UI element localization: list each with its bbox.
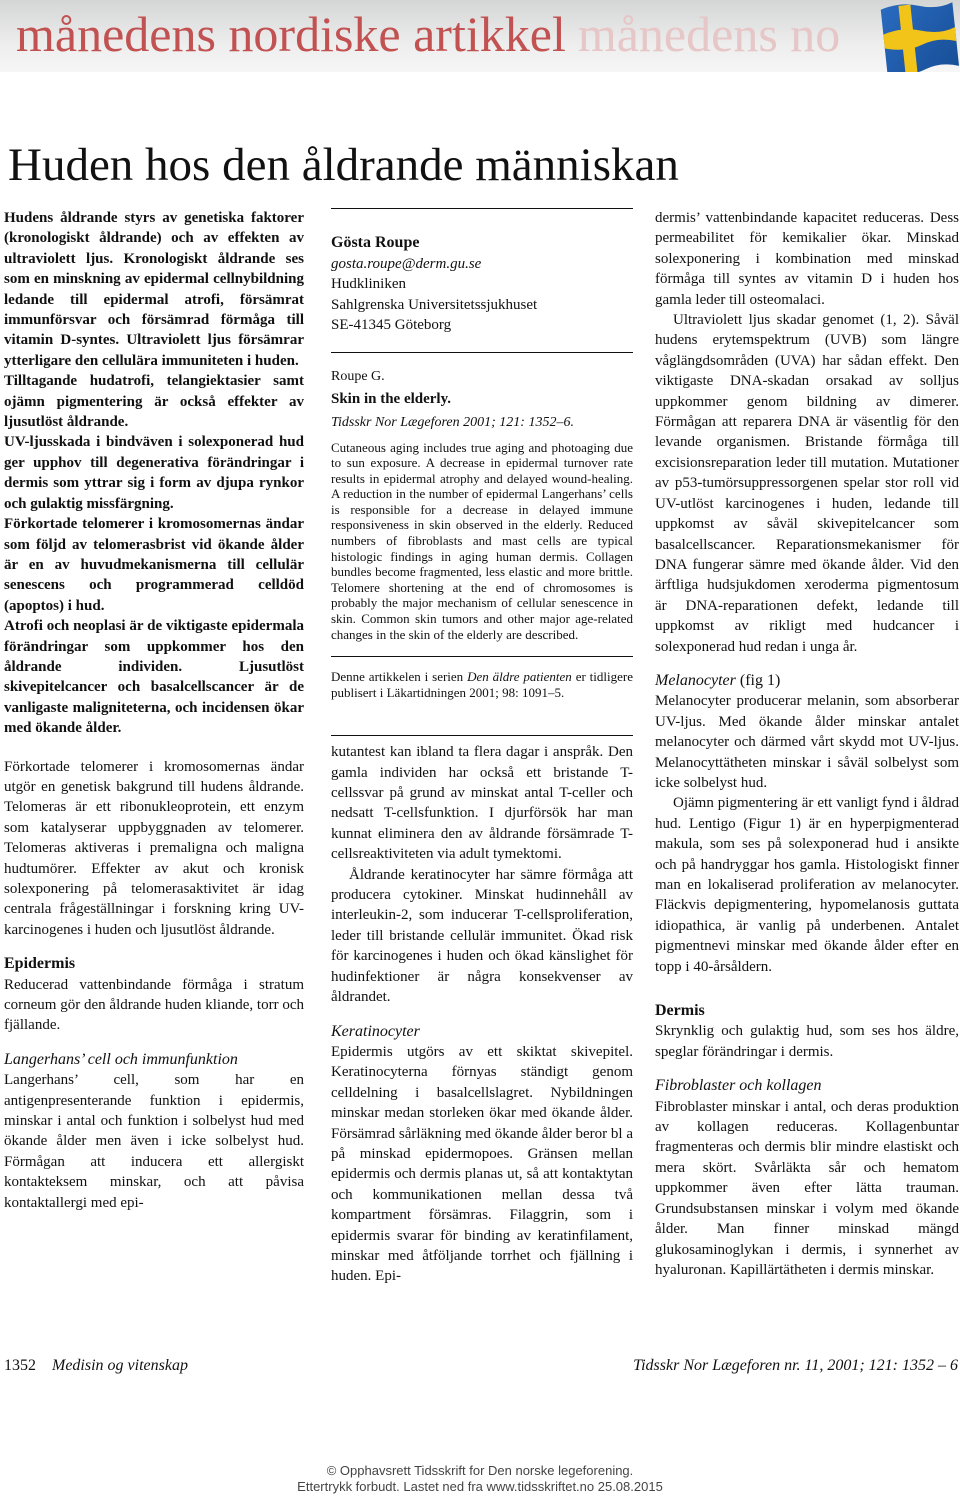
body-paragraph: Ojämn pigmentering är ett vanligt fynd i åldrad hud. Lentigo (Figur 1) är en hyperpigmenterad makula, som ses på solexponerad hud i ansikte och på handryggar hos gamla. Histologiskt finner man en lokaliserad proliferation av melanocyter. Fläckvis depigmentering, hypomelanosis guttata idiopathica, är vanlig på underbenen. Antalet pigmentnevi minskar med ökande ålder efter en topp i 40-årsåldern. (655, 795, 959, 975)
footer-journal: Tidsskr Nor Lægeforen nr. 11, 2001; 121: 1352 – 6 (633, 1357, 958, 1374)
banner-title (16, 4, 840, 64)
section-heading-langerhans: Langerhans’ cell och immunfunktion (4, 1050, 238, 1068)
ingress-paragraph: Atrofi och neoplasi är de viktigaste epidermala förändringar som uppkommer hos den åldrande individen. Ljusutlöst skivepitelcancer och basalcellscancer är de vanligaste maligniteterna, och incidensen ökar med ökande ålder. (4, 618, 304, 737)
author-box (331, 209, 633, 336)
series-note (331, 657, 633, 701)
section-banner (0, 0, 960, 72)
copyright-line-1: © Opphavsrett Tidsskrift for Den norske legeforening. (326, 1463, 634, 1478)
melanocyter-heading-text: Melanocyter (655, 671, 736, 689)
body-paragraph: Epidermis utgörs av ett skiktat skivepitel. Keratinocyterna förnyas ständigt genom celldelning i basalcellslagret. Nybildningen minskar medan storleken ökar med ökande ålder. Försämrad sårläkning med ökande ålder beror bl a på minskad epidermopoes. Gränsen mellan epidermis och dermis planas ut, så att kontaktytan och kommunikationen mellan dessa två kompartment försämras. Filaggrin, som i epidermis svarar för binding av keratinfilament, minskar med åtföljande torrhet och fjällning i huden. Epi- (331, 1043, 633, 1285)
body-paragraph: Fibroblaster minskar i antal, och deras produktion av kollagen reduceras. Kollagenbuntar fragmenteras och dermis blir mindre elastiskt och mera skört. Svårläkta sår och hematom uppkommer även efter lätta trauman. Grundsubstansen minskar i volym med ökande ålder. Man finner minskad mängd glukosaminoglykan i dermis, i synnerhet av hyaluronan. Kapillärtätheten i dermis minskar. (655, 1098, 959, 1278)
body-paragraph: Åldrande keratinocyter har sämre förmåga att producera cytokiner. Minskat hudinnehåll av interleukin-2, som inducerar T-cellsproliferation, leder till bristande cellulär immunitet. Ökad risk för karcinogenes i huden och ökad känslighet för hudinfektioner är några konsekvenser av åldrandet. (331, 866, 633, 1006)
body-paragraph: Melanocyter producerar melanin, som absorberar UV-ljus. Med ökande ålder minskar antalet melanocyter och därmed vårt skydd mot UV-ljus. Melanocyttätheten minskar i såväl solbelyst som icke solbelyst hud. (655, 693, 959, 791)
figure-reference: (fig 1) (735, 671, 781, 689)
series-note-pre: Denne artikkelen i serien (331, 669, 468, 685)
abstract-text: Cutaneous aging includes true aging and photoaging due to sun exposure. A decrease in epidermal turnover rate results in epidermal atrophy and delayed wound-healing. A reduction in the number of epidermal Langerhans’ cells is responsible for a decrease in delayed immune responsiveness in skin observed in the elderly. Reduced numbers of fibroblasts and mast cells are typical histologic findings in aging human dermis. Collagen bundles become fragmented, less elastic and more brittle. Telomere shortening at the end of chromosomes is probably the major mechanism of cellular senescence in skin. Common skin tumors and other major age-related changes in the skin of the elderly are described. (331, 439, 633, 642)
column-2 (331, 208, 633, 1287)
article-title: Huden hos den åldrande människan (8, 139, 679, 191)
section-heading-melanocyter (655, 671, 959, 691)
divider (331, 735, 633, 736)
body-paragraph: Langerhans’ cell, som har en antigenpresenterande funktion i epidermis, minskar i antal och funktion i solbelyst hud med ökande ålder men även i icke solbelyst hud. Förmågan att inducera ett allergiskt kontakteksem minskar, och att påvisa kontaktallergi med epi- (4, 1072, 304, 1211)
reference-journal: Tidsskr Nor Lægeforen 2001; 121: 1352–6. (331, 414, 574, 430)
section-heading-keratinocyter: Keratinocyter (331, 1022, 420, 1040)
body-paragraph: Förkortade telomerer i kromosomernas ändar utgör en genetisk bakgrund till hudens åldrande. Telomeras är ett ribonukleoprotein, ett enzym som katalyserar uppbyggnaden av telomerer. Telomeras aktiveras i premaligna och maligna hudtumörer. Effekter av akut och kronisk solexponering på telomerasaktivitet är idag centrala frågeställningar i forskning kring UV-karcinogenes i huden och ljusutlöst åldrande. (4, 758, 304, 938)
banner-title-text: månedens nordiske artikkel (16, 6, 566, 62)
body-paragraph: Ultraviolett ljus skadar genomet (1, 2). Såväl hudens erytemspektrum (UVB) som längre våglängdsområden (UVA) har sådan effekt. Den viktigaste DNA-skadan orsakad av solljus uppkommer genom bildning av dimerer. Förmågan att reparera DNA är väsentlig för den levande organismen. Bristande förmåga till excisionsreparation leder till mutation. Mutationer av p53-tumörsuppressorgenen spelar stor roll vid UV-utlöst karcinogenes i huden, ledande till uppkomst av såväl skivepitelcancer som basalcellscancer. Reparationsmekanismer för DNA fungerar sämre med ökande ålder. Vid den ärftliga hudsjukdomen xeroderma pigmentosum är DNA-reparationen defekt, ledande till uppkomst av rikligt med hudcancer i solexponerad hud redan i unga år. (655, 312, 959, 655)
section-heading-epidermis: Epidermis (4, 955, 76, 973)
page-number: 1352 (4, 1357, 36, 1374)
author-address: SE-41345 Göteborg (331, 317, 452, 333)
ingress-paragraph: Förkortade telomerer i kromosomernas ändar som följd av telomerasbrist vid ökande ålder är en av huvudmekanismerna till cellulär senescens och programmerad celldöd (apoptos) i hud. (4, 516, 304, 614)
copyright-notice (0, 1463, 960, 1495)
body-paragraph: kutantest kan ibland ta flera dagar i anspråk. Den gamla individen har också ett bristande T-cellssvar på grund av minskat antal T-celler och nedsatt T-cellsfunktion. I djurförsök har man kunnat eliminera den av åldrande försämrade T-cellsreaktiviteten via adult tymektomi. (331, 744, 633, 863)
footer-left (4, 1356, 188, 1376)
body-paragraph: Skrynklig och gulaktig hud, som ses hos äldre, speglar förändringar i dermis. (655, 1023, 959, 1060)
series-name: Den äldre patienten (467, 669, 572, 685)
author-hospital: Sahlgrenska Universitetssjukhuset (331, 296, 538, 313)
page-footer (4, 1356, 958, 1380)
banner-title-repeat: månedens no (577, 6, 841, 62)
reference-authors: Roupe G. (331, 368, 385, 384)
section-heading-dermis: Dermis (655, 1002, 705, 1020)
ingress-paragraph: UV-ljusskada i bindväven i solexponerad hud ger upphov till degenerativa förändringar i dermis som yttrar sig i form av djupa rynkor och gulaktig missfärgning. (4, 434, 304, 512)
ingress-paragraph: Tilltagande hudatrofi, telangiektasier samt ojämn pigmentering är också effekter av ljusutlöst åldrande. (4, 373, 304, 431)
body-paragraph: Reducerad vattenbindande förmåga i stratum corneum gör den åldrande huden kliande, torr och fjällande. (4, 976, 304, 1034)
section-heading-fibroblaster: Fibroblaster och kollagen (655, 1077, 822, 1095)
author-name: Gösta Roupe (331, 234, 420, 251)
section-name: Medisin og vitenskap (52, 1357, 188, 1374)
column-3 (655, 208, 959, 1280)
swedish-flag-icon (874, 0, 960, 72)
author-department: Hudkliniken (331, 276, 406, 292)
ingress (4, 208, 304, 739)
column-1 (4, 208, 304, 1213)
english-reference (331, 353, 633, 432)
abstract (331, 440, 633, 643)
ingress-paragraph: Hudens åldrande styrs av genetiska faktorer (kronologiskt åldrande) och av effekten av ultraviolett ljus. Kronologiskt åldrande ses som en minskning av epidermal cellnybildning ledande till epidermal atrofi, försämrat immunförsvar och försämrad förmåga till vitamin D-syntes. Ultraviolett ljus försämrar ytterligare den cellulära immuniteten i huden. (4, 210, 304, 369)
body-paragraph: dermis’ vattenbindande kapacitet reduceras. Dess permeabilitet för kemikalier ökar. Minskad solexponering i kombination med minskad förmåga till syntes av vitamin D i huden hos gamla leder till osteomalaci. (655, 210, 959, 308)
copyright-line-2: Ettertrykk forbudt. Lastet ned fra www.tidsskriftet.no 25.08.2015 (297, 1479, 663, 1494)
reference-title: Skin in the elderly. (331, 390, 452, 407)
author-email[interactable]: gosta.roupe@derm.gu.se (331, 255, 482, 272)
series-note-post: er tidligere publisert i Läkartidningen 2001; 98: 1091–5. (331, 669, 633, 701)
